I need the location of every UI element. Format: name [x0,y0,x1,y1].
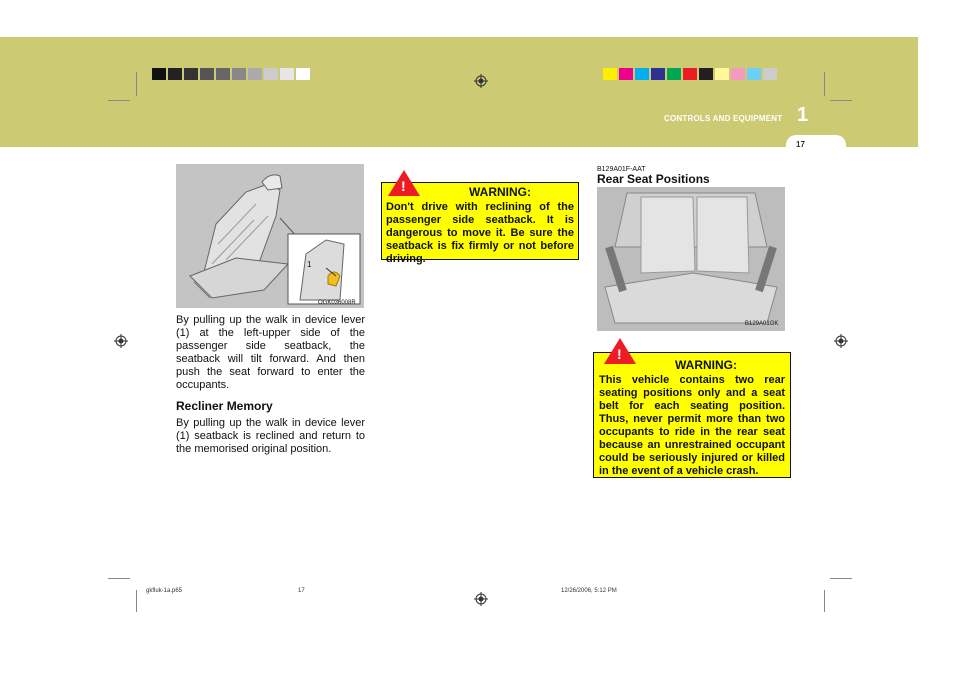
crop-mark [830,578,852,579]
front-seat-drawing [176,164,364,308]
front-seat-illustration [176,164,364,308]
crop-mark [136,72,137,96]
figure-code: OGK036008R [318,300,356,306]
figure-callout: 1 [307,260,312,269]
rear-figure-code: B129A01GK [745,321,779,327]
recliner-memory-heading: Recliner Memory [176,399,273,413]
footer-file: gkfluk-1a.p65 [146,588,183,594]
registration-mark-icon [114,334,128,348]
header-band [0,37,918,147]
crop-mark [824,590,825,612]
rear-warning-text: This vehicle contains two rear seating positions only and a seat belt for each seating position. Thus, never permit more than two occupants to ride in the rear seat because an unrestrained occupant could be seriously injured or killed in the event of a vehicle crash. [599,374,785,477]
walk-in-paragraph: By pulling up the walk in device lever (1) at the left-upper side of the passenger side seatback, the seatback will tilt forward. And then push the seat forward to enter the occupants. [176,314,365,391]
crop-mark [108,578,130,579]
footer-timestamp: 12/26/2006, 5:12 PM [561,588,617,594]
registration-mark-icon [474,74,488,88]
crop-mark [830,100,852,101]
rear-seat-illustration [597,187,785,331]
page-number-tab [786,135,846,155]
crop-mark [108,100,130,101]
left-column-text [176,314,365,456]
warning-triangle-icon: ! [388,170,420,196]
registration-mark-icon [474,592,488,606]
registration-mark-icon [834,334,848,348]
warning-text: Don't drive with reclining of the passenger side seatback. It is dangerous to move it. Be sure the seatback is fix firmly or not before driving. [386,201,574,265]
rear-warning-triangle-icon: ! [604,338,636,364]
page-number: 17 [796,140,805,149]
chapter-title: CONTROLS AND EQUIPMENT [664,114,783,123]
crop-mark [824,72,825,96]
rear-seat-heading: Rear Seat Positions [597,172,710,186]
rear-seat-drawing [597,187,785,331]
color-bar [603,68,779,80]
rear-seat-warning [593,352,791,478]
footer-page: 17 [298,588,305,594]
grayscale-bar [152,68,312,80]
rear-warning-title: WARNING: [675,358,737,372]
crop-mark [136,590,137,612]
chapter-number: 1 [797,104,809,126]
recliner-memory-paragraph: By pulling up the walk in device lever (1) seatback is reclined and return to the memorised original position. [176,417,365,455]
warning-title: WARNING: [469,185,531,199]
section-code: B129A01F-AAT [597,166,646,173]
